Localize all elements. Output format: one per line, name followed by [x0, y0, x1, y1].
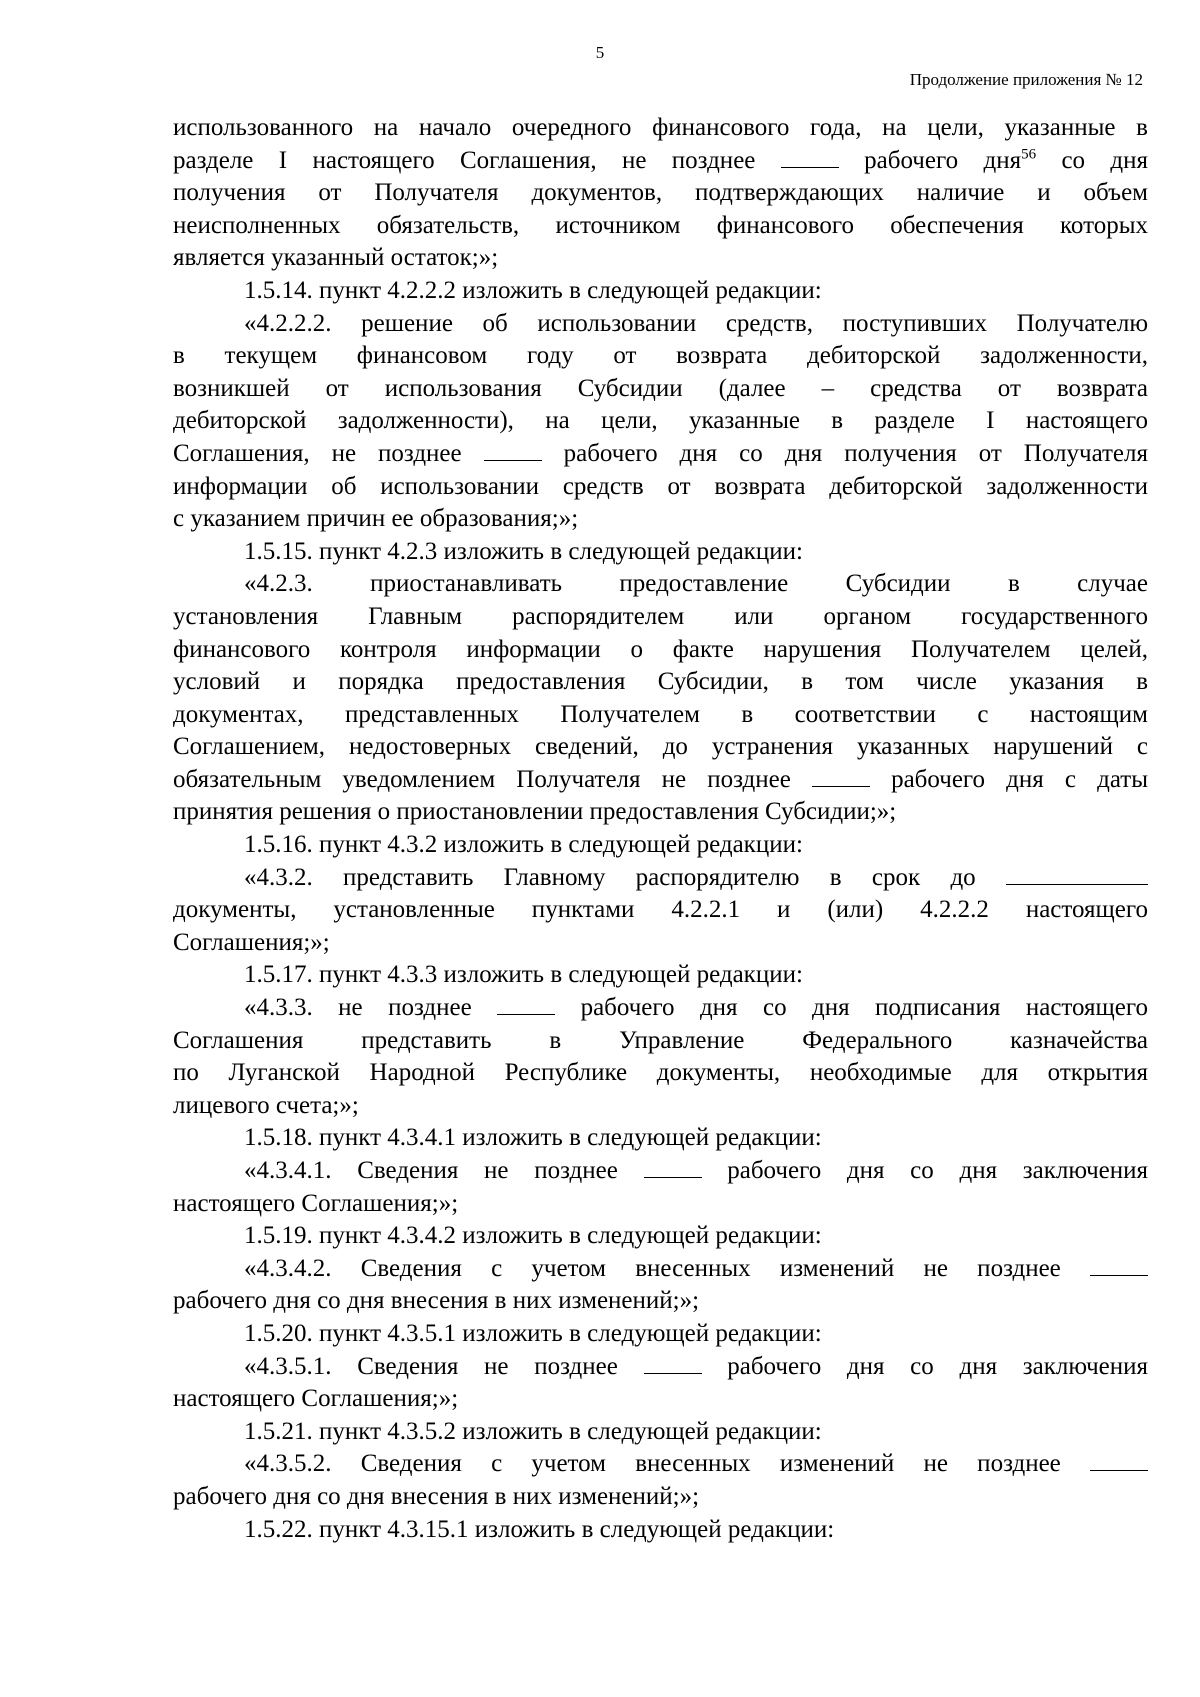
text-line	[173, 1122, 1148, 1155]
line-text: лицевого счета;»;	[173, 1091, 359, 1119]
line-text: 1.5.21. пункт 4.3.5.2 изложить в следующей редакции:	[244, 1417, 822, 1445]
text-line	[173, 1448, 1148, 1481]
text-line	[173, 699, 1148, 732]
line-text: информации об использовании средств от возврата дебиторской задолженности	[173, 472, 1148, 500]
text-line	[173, 862, 1148, 895]
text-line	[173, 796, 1148, 829]
fill-in-blank	[1006, 864, 1148, 885]
text-line	[173, 471, 1148, 504]
text-line	[173, 275, 1148, 308]
text-line	[173, 666, 1148, 699]
text-line	[173, 731, 1148, 764]
text-line	[173, 1285, 1148, 1318]
text-line	[173, 992, 1148, 1025]
fill-in-blank	[1090, 1450, 1148, 1471]
text-line	[173, 112, 1148, 145]
line-text: 1.5.16. пункт 4.3.2 изложить в следующей редакции:	[244, 831, 803, 859]
line-text-continued: рабочего дня со дня получения от Получателя	[563, 439, 1149, 467]
line-text-continued: рабочего дня со дня подписания настоящего	[580, 994, 1149, 1022]
text-line	[173, 1188, 1148, 1221]
document-body	[173, 112, 1148, 1546]
running-header: Продолжение приложения № 12	[909, 70, 1143, 89]
line-text: использованного на начало очередного финансового года, на цели, указанные в	[173, 114, 1148, 141]
line-text: 1.5.20. пункт 4.3.5.1 изложить в следующей редакции:	[244, 1319, 822, 1347]
text-line	[173, 634, 1148, 667]
fill-in-blank	[644, 1353, 702, 1374]
text-line	[173, 340, 1148, 373]
text-line	[173, 210, 1148, 243]
text-line	[173, 1025, 1148, 1058]
text-line	[173, 242, 1148, 275]
line-text: 1.5.19. пункт 4.3.4.2 изложить в следующей редакции:	[244, 1222, 822, 1250]
line-text: «4.3.3. не позднее	[244, 994, 472, 1022]
line-text: рабочего дня со дня внесения в них изменений;»;	[173, 1287, 700, 1315]
text-line	[173, 177, 1148, 210]
text-line	[173, 1351, 1148, 1384]
line-text: получения от Получателя документов, подтверждающих наличие и объем	[173, 179, 1148, 207]
line-text: «4.3.4.1. Сведения не позднее	[244, 1157, 618, 1184]
text-line	[173, 1481, 1148, 1514]
text-line	[173, 1514, 1148, 1547]
line-text: 1.5.22. пункт 4.3.15.1 изложить в следующей редакции:	[244, 1515, 835, 1543]
text-line	[173, 568, 1148, 601]
line-text-continued: со дня	[1061, 146, 1149, 174]
line-text: «4.2.2.2. решение об использовании средств, поступивших Получателю	[244, 309, 1148, 337]
line-text: дебиторской задолженности), на цели, указанные в разделе I настоящего	[173, 407, 1148, 435]
text-line	[173, 601, 1148, 634]
line-text: установления Главным распорядителем или органом государственного	[173, 602, 1148, 630]
text-line	[173, 438, 1148, 471]
line-text: неисполненных обязательств, источником финансового обеспечения которых	[173, 211, 1148, 239]
fill-in-blank	[812, 766, 870, 787]
line-text-continued: рабочего дня с даты	[891, 765, 1148, 793]
fill-in-blank	[497, 994, 555, 1015]
line-text: рабочего дня со дня внесения в них изменений;»;	[173, 1482, 700, 1510]
line-text: 1.5.14. пункт 4.2.2.2 изложить в следующей редакции:	[244, 276, 822, 304]
line-text: по Луганской Народной Республике документы, необходимые для открытия	[173, 1059, 1148, 1087]
text-line	[173, 1253, 1148, 1286]
text-line	[173, 1318, 1148, 1351]
line-text: настоящего Соглашения;»;	[173, 1385, 459, 1413]
line-text: 1.5.18. пункт 4.3.4.1 изложить в следующей редакции:	[244, 1124, 822, 1152]
line-text: документах, представленных Получателем в соответствии с настоящим	[173, 700, 1148, 728]
line-text: в текущем финансовом году от возврата дебиторской задолженности,	[173, 342, 1148, 370]
text-line	[173, 1416, 1148, 1449]
fill-in-blank	[1090, 1255, 1148, 1276]
text-line	[173, 145, 1148, 178]
line-text: с указанием причин ее образования;»;	[173, 505, 579, 533]
text-line	[173, 1090, 1148, 1123]
text-line	[173, 1057, 1148, 1090]
text-line	[173, 503, 1148, 536]
line-text: Соглашением, недостоверных сведений, до устранения указанных нарушений с	[173, 733, 1148, 761]
line-text: Соглашения представить в Управление Федерального казначейства	[173, 1026, 1148, 1054]
line-text: 1.5.15. пункт 4.2.3 изложить в следующей редакции:	[244, 537, 803, 565]
fill-in-blank	[484, 440, 542, 461]
fill-in-blank	[781, 147, 839, 168]
line-text: «4.3.5.1. Сведения не позднее	[244, 1352, 618, 1380]
line-text: финансового контроля информации о факте нарушения Получателем целей,	[173, 635, 1148, 663]
line-text: Соглашения, не позднее	[173, 439, 462, 467]
text-line	[173, 1155, 1148, 1188]
line-text: является указанный остаток;»;	[173, 244, 499, 272]
text-line	[173, 308, 1148, 341]
line-text: принятия решения о приостановлении предоставления Субсидии;»;	[173, 798, 897, 826]
page-number: 5	[595, 43, 605, 62]
line-text: «4.3.2. представить Главному распорядителю в срок до	[244, 863, 976, 891]
line-text: настоящего Соглашения;»;	[173, 1189, 459, 1217]
text-line	[173, 373, 1148, 406]
line-text: документы, установленные пунктами 4.2.2.1 и (или) 4.2.2.2 настоящего	[173, 896, 1148, 924]
text-line	[173, 764, 1148, 797]
text-line	[173, 894, 1148, 927]
line-text: «4.3.5.2. Сведения с учетом внесенных изменений не позднее	[244, 1450, 1061, 1478]
line-text: 1.5.17. пункт 4.3.3 изложить в следующей редакции:	[244, 961, 803, 989]
line-text-continued: рабочего дня со дня заключения	[727, 1157, 1149, 1184]
line-text: обязательным уведомлением Получателя не позднее	[173, 765, 791, 793]
line-text: возникшей от использования Субсидии (далее – средства от возврата	[173, 374, 1148, 402]
text-line	[173, 1383, 1148, 1416]
fill-in-blank	[644, 1157, 702, 1178]
line-text: условий и порядка предоставления Субсидии, в том числе указания в	[173, 668, 1148, 696]
line-text: «4.3.4.2. Сведения с учетом внесенных изменений не позднее	[244, 1254, 1061, 1282]
text-line	[173, 927, 1148, 960]
text-line	[173, 405, 1148, 438]
text-line	[173, 829, 1148, 862]
text-line	[173, 1220, 1148, 1253]
line-text: разделе I настоящего Соглашения, не позднее	[173, 146, 756, 174]
line-text-continued: рабочего дня	[864, 146, 1022, 174]
footnote-reference: 56	[1021, 146, 1037, 163]
line-text: Соглашения;»;	[173, 928, 330, 956]
line-text-continued: рабочего дня со дня заключения	[727, 1352, 1149, 1380]
line-text: «4.2.3. приостанавливать предоставление Субсидии в случае	[244, 570, 1148, 598]
text-line	[173, 536, 1148, 569]
text-line	[173, 959, 1148, 992]
